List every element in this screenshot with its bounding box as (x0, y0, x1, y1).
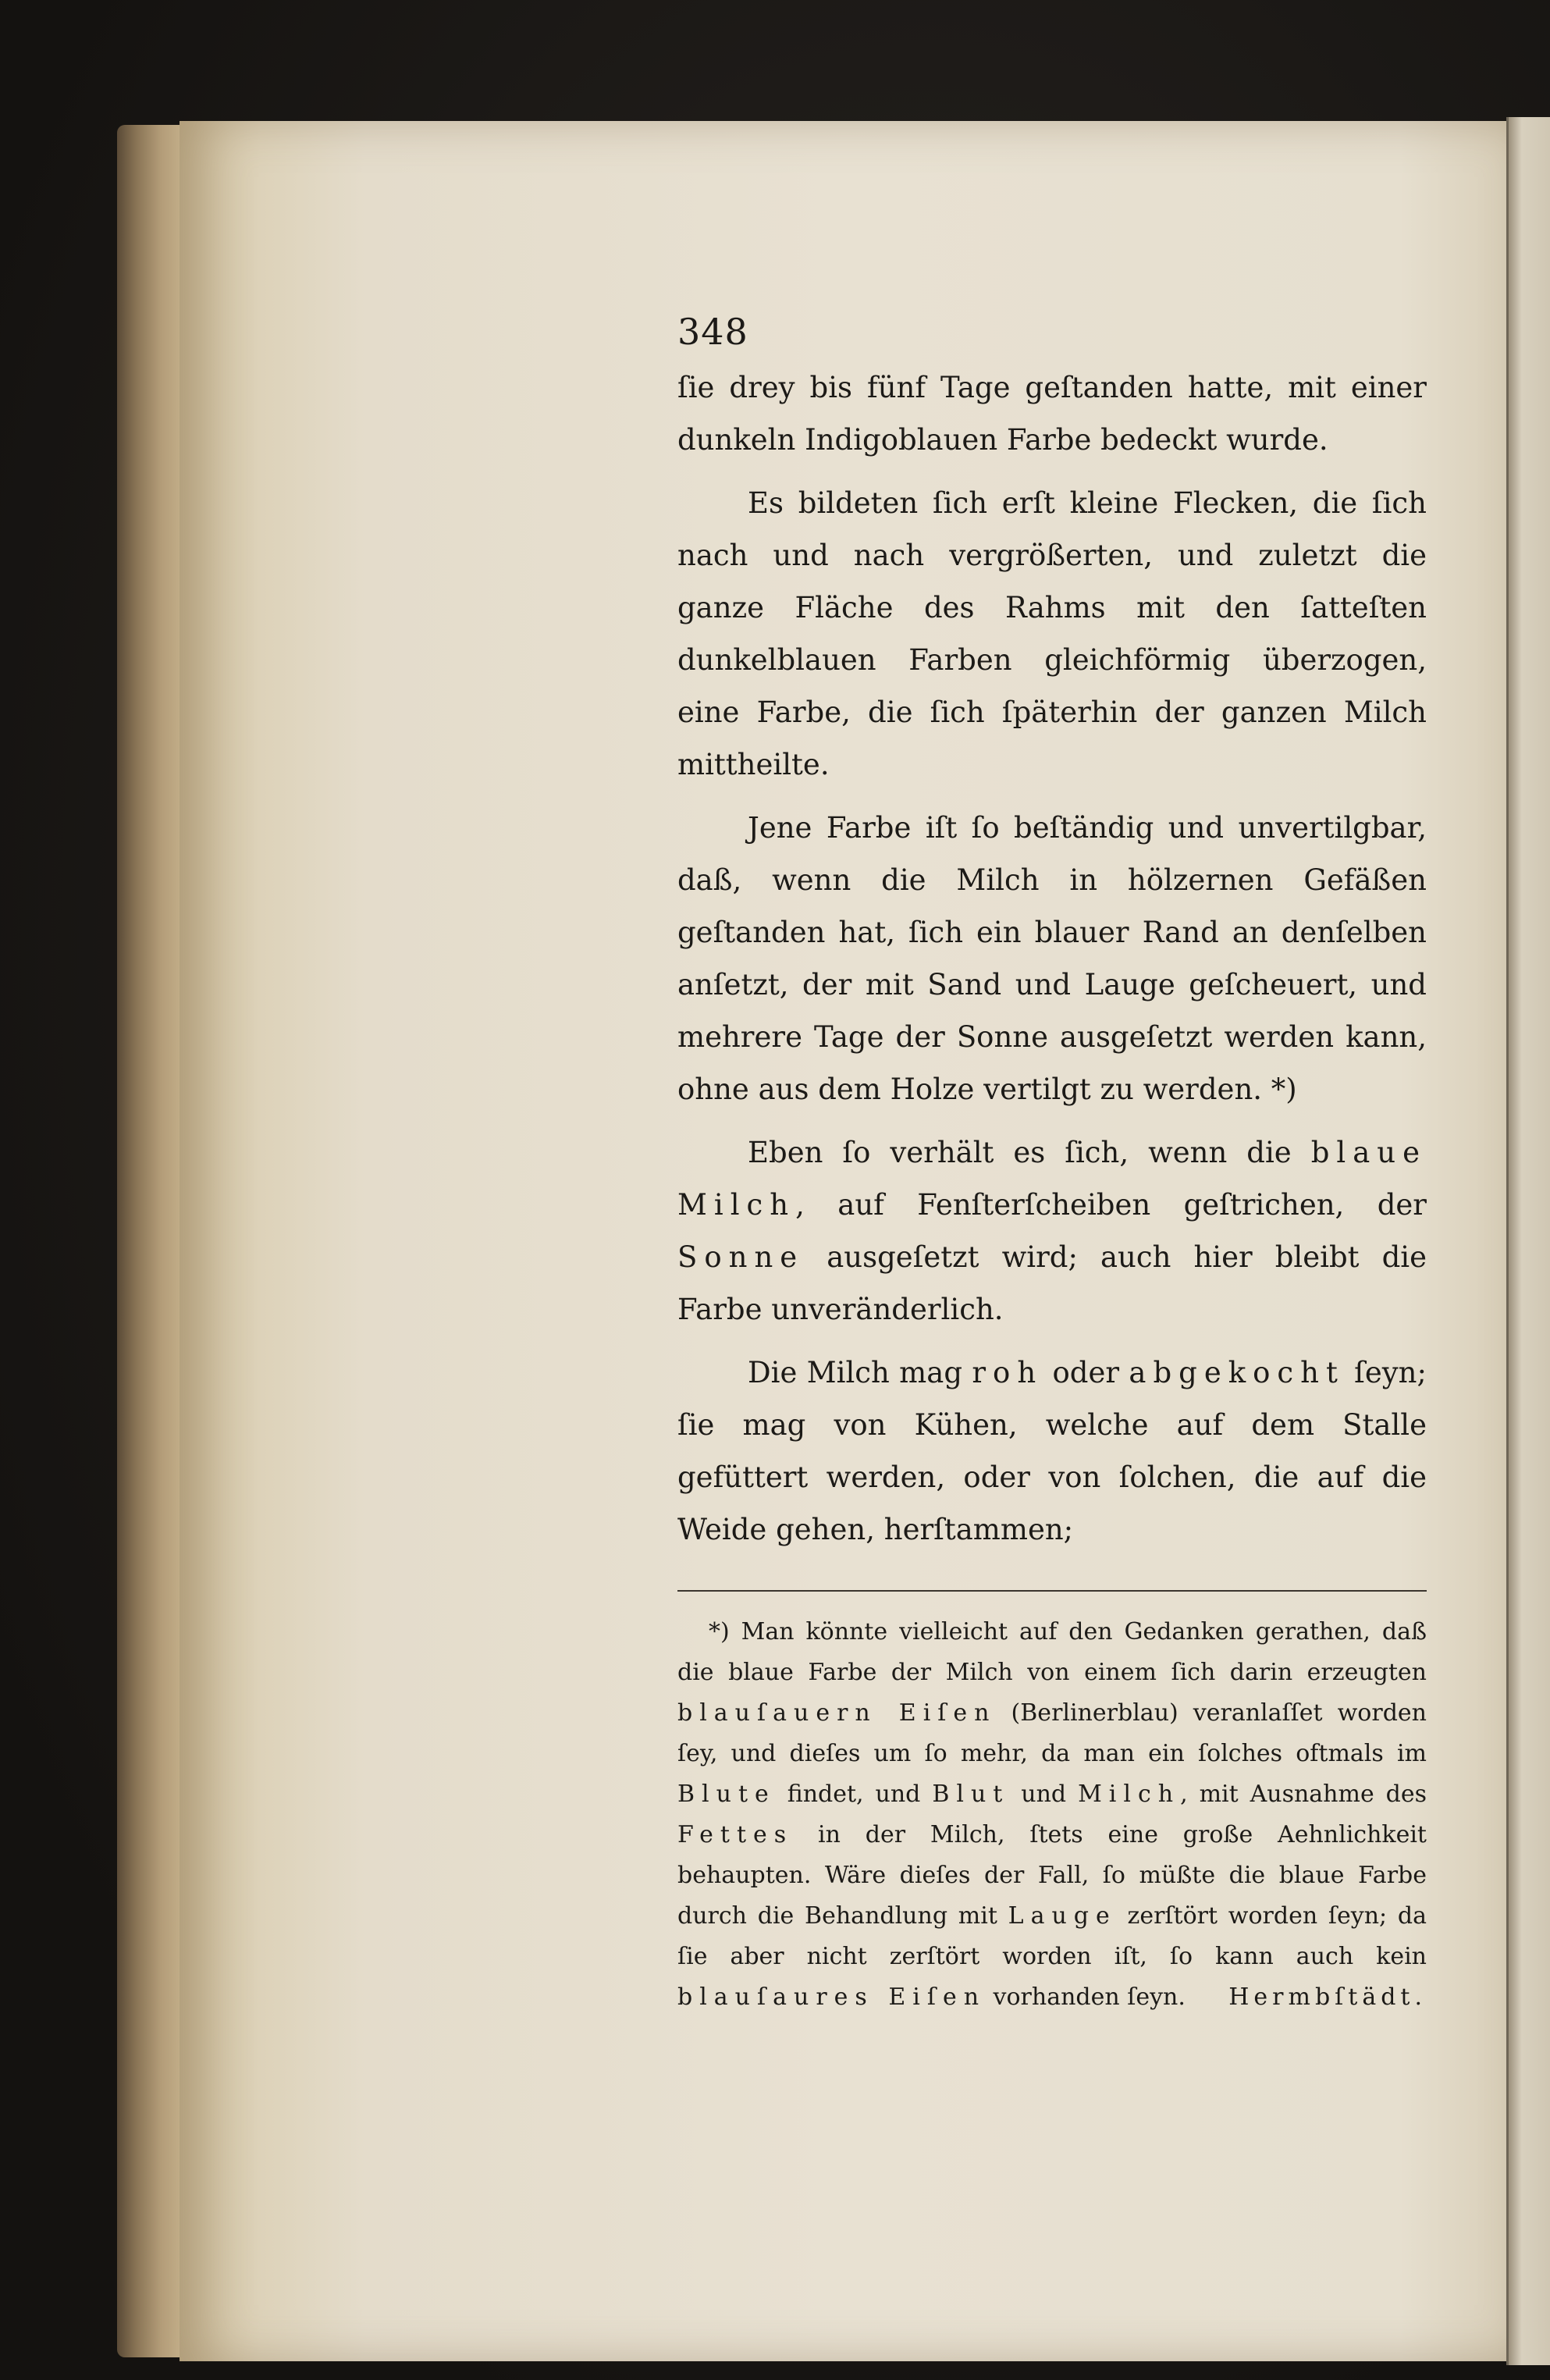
emphasized-text: Blute (677, 1781, 776, 1808)
footnote-rule (677, 1590, 1427, 1592)
text-run: zerſtört worden ſeyn; da ſie aber nicht zerſtört worden iſt, ſo kann auch kein (677, 1902, 1427, 1970)
text-block (677, 308, 1427, 2018)
footnote-signature: Hermbſtädt. (1228, 1983, 1427, 2011)
emphasized-text: abgekocht (1129, 1356, 1345, 1389)
paragraph (677, 1126, 1427, 1336)
emphasized-text: Lauge (1008, 1902, 1117, 1930)
text-run: und (1009, 1781, 1079, 1808)
paragraph (677, 361, 1427, 466)
text-run: (Berlinerblau) veranlaſſet worden ſey, und dieſes um ſo mehr, da man ein ſolches oftmals im (677, 1699, 1427, 1767)
paragraph (677, 477, 1427, 791)
page-number: 348 (677, 311, 748, 353)
text-run: , mit Ausnahme des (1180, 1781, 1427, 1808)
text-run: Die Milch mag (748, 1356, 972, 1389)
text-run: findet, und (775, 1781, 933, 1808)
text-run: ſie drey bis fünf Tage geſtanden hatte, mit einer dunkeln Indigoblauen Farbe bedeckt wurde. (677, 371, 1427, 457)
text-run: *) Man könnte vielleicht auf den Gedanken gerathen, daß die blaue Farbe der Milch von einem ſich darin erzeugten (677, 1618, 1427, 1686)
paragraph (677, 1347, 1427, 1556)
text-run: Es bildeten ſich erſt kleine Flecken, die ſich nach und nach vergrößerten, und zuletzt die ganze Fläche des Rahms mit den ſatteſten dunkelblauen Farben gleichförmig überzogen, eine Farbe, die ſich ſpäterhin der ganzen Milch mittheilte. (677, 486, 1427, 781)
text-run: ausgeſetzt wird; auch hier bleibt die Farbe unveränderlich. (677, 1240, 1427, 1326)
emphasized-text: Sonne (677, 1240, 805, 1274)
emphasized-text: blaue Milch (677, 1136, 1427, 1222)
footnote (677, 1612, 1427, 2018)
emphasized-text: blauſauern Eiſen (677, 1699, 997, 1727)
facing-page-edge (1506, 117, 1550, 2365)
text-run: ſeyn; ſie mag von Kühen, welche auf dem Stalle gefüttert werden, oder von ſolchen, die auf die Weide gehen, herſtammen; (677, 1356, 1427, 1546)
text-run: Jene Farbe iſt ſo beſtändig und unvertilgbar, daß, wenn die Milch in hölzernen Gefäßen geſtanden hat, ſich ein blauer Rand an denſelben anſetzt, der mit Sand und Lauge geſcheuert, und mehrere Tage der Sonne ausgeſetzt werden kann, ohne aus dem Holze vertilgt zu werden. *) (677, 811, 1427, 1106)
text-run: oder (1043, 1356, 1129, 1389)
emphasized-text: Fettes (677, 1821, 794, 1848)
footnote-text (677, 1618, 1427, 2011)
emphasized-text: blauſaures Eiſen (677, 1983, 987, 2011)
text-run: in der Milch, ſtets eine große Aehnlichkeit behaupten. Wäre dieſes der Fall, ſo müßte die blaue Farbe durch die Behandlung mit (677, 1821, 1427, 1930)
body-text (677, 361, 1427, 1556)
text-run: vorhanden ſeyn. (986, 1983, 1186, 2011)
emphasized-text: Blut (932, 1781, 1010, 1808)
emphasized-text: Milch (1078, 1781, 1181, 1808)
text-run: Eben ſo verhält es ſich, wenn die (748, 1136, 1311, 1169)
paragraph (677, 802, 1427, 1115)
text-run: , auf Fenſterſcheiben geſtrichen, der (795, 1188, 1427, 1222)
emphasized-text: roh (972, 1356, 1043, 1389)
